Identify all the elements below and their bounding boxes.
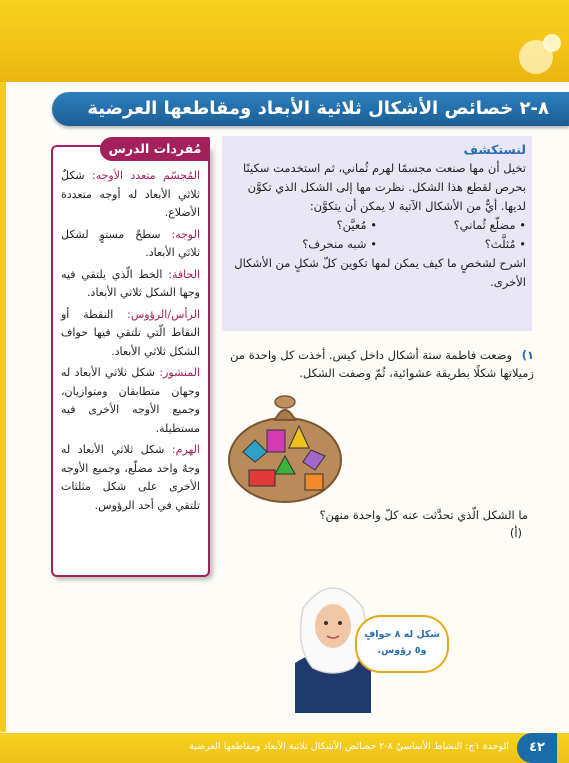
- page-edge-stripe: [0, 82, 6, 732]
- vocab-definition: الخط الّذي يلتقي فيه وجها الشكل ثلاثي الأبعاد.: [61, 267, 200, 299]
- vocab-definition: شكل ثلاثي الأبعاد له وجهٌ واحد مضلّع، وجميع الأوجه الأخرى على شكل مثلثات تلتقي في أحد الرؤوس.: [61, 443, 200, 512]
- vocab-definition: النقطة أو النقاط الّتي تلتقي فيها حواف الشكل ثلاثي الأبعاد.: [61, 307, 200, 358]
- explore-heading: لنستكشف: [463, 142, 526, 157]
- vocab-term: الهرم:: [171, 443, 200, 456]
- option-item: • مُثلَّث؟: [377, 235, 526, 254]
- explore-options: [228, 216, 526, 254]
- lesson-title-bar: [52, 92, 569, 126]
- vocabulary-tab: مُفردات الدرس: [100, 137, 210, 161]
- vocab-entry: [61, 306, 200, 362]
- speech-line: شكل له ٨ حوافٍ: [364, 629, 440, 640]
- vocab-term: الوجه:: [171, 227, 200, 241]
- explore-text: تخيل أن مها صنعت مجسمًا لهرم ثُماني، ثم استخدمت سكينًا بحرص لقطع هذا الشكل. نظرت مها إلى الشكل الذي تكوَّن لديها. أيٌّ من الأشكال الآتية لا يمكن أن يتكوَّن:: [243, 161, 526, 213]
- speech-bubble: [355, 615, 449, 673]
- option-item: • شبه منحرف؟: [228, 235, 377, 254]
- vocab-definition: سطحٌ مستوٍ لشكل ثلاثي الأبعاد.: [61, 227, 200, 259]
- vocab-entry: [61, 441, 200, 515]
- vocab-entry: [61, 364, 200, 438]
- option-item: • مضلّع ثُماني؟: [377, 216, 526, 235]
- vocabulary-box: [51, 141, 210, 577]
- lesson-title: ٨-٢ خصائص الأشكال ثلاثية الأبعاد ومقاطعها العرضية: [87, 98, 549, 119]
- page-number: ٤٢: [517, 733, 557, 763]
- vocab-term: الحافة:: [168, 267, 200, 281]
- explore-followup: اشرح لشخصٍ ما كيف يمكن لمها تكوين كلّ شكلٍ من الأشكال الأخرى.: [234, 256, 526, 289]
- vocab-definition: شكلٌ ثلاثي الأبعاد له أوجه متعددة الأضلاع.: [61, 169, 200, 219]
- vocab-term: الرأس/الرؤوس:: [127, 307, 201, 321]
- page-footer: [0, 733, 569, 763]
- sub-question-label: (أ): [509, 526, 522, 540]
- top-banner: [0, 0, 569, 82]
- vocab-entry: [61, 266, 200, 303]
- footer-text: الوحدة ١ج: النشاط الأساسيّ ٨-٢ خصائص الأشكال ثلاثية الأبعاد ومقاطعها العرضية: [189, 741, 509, 752]
- speech-line: و٥ رؤوس.: [377, 645, 427, 656]
- option-item: • مُعيَّن؟: [228, 216, 377, 235]
- explore-box: [222, 136, 532, 331]
- vocab-entry: [61, 226, 200, 263]
- decorative-bubble: [543, 34, 561, 52]
- question-number: ١): [521, 348, 534, 362]
- question-1: [228, 346, 534, 382]
- question-prompt: ما الشكل الّذي تحدَّثت عنه كلّ واحدة منهن؟: [319, 508, 528, 522]
- vocab-definition: شكل ثلاثي الأبعاد له وجهان متطابقان ومتوازيان، وجميع الأوجه الأخرى فيه مستطيلة.: [61, 366, 200, 435]
- bag-of-shapes-illustration: [225, 390, 345, 505]
- question-1-part: [236, 506, 528, 542]
- question-text: وضعت فاطمة ستة أشكال داخل كيس. أخذت كل واحدة من زميلاتها شكلًا بطريقة عشوائية، ثُمّ وصفت الشكل.: [230, 348, 534, 380]
- vocab-entry: [61, 167, 200, 223]
- vocab-term: المُجسّم متعدد الأوجه:: [92, 169, 201, 182]
- vocab-term: المنشور:: [159, 366, 200, 379]
